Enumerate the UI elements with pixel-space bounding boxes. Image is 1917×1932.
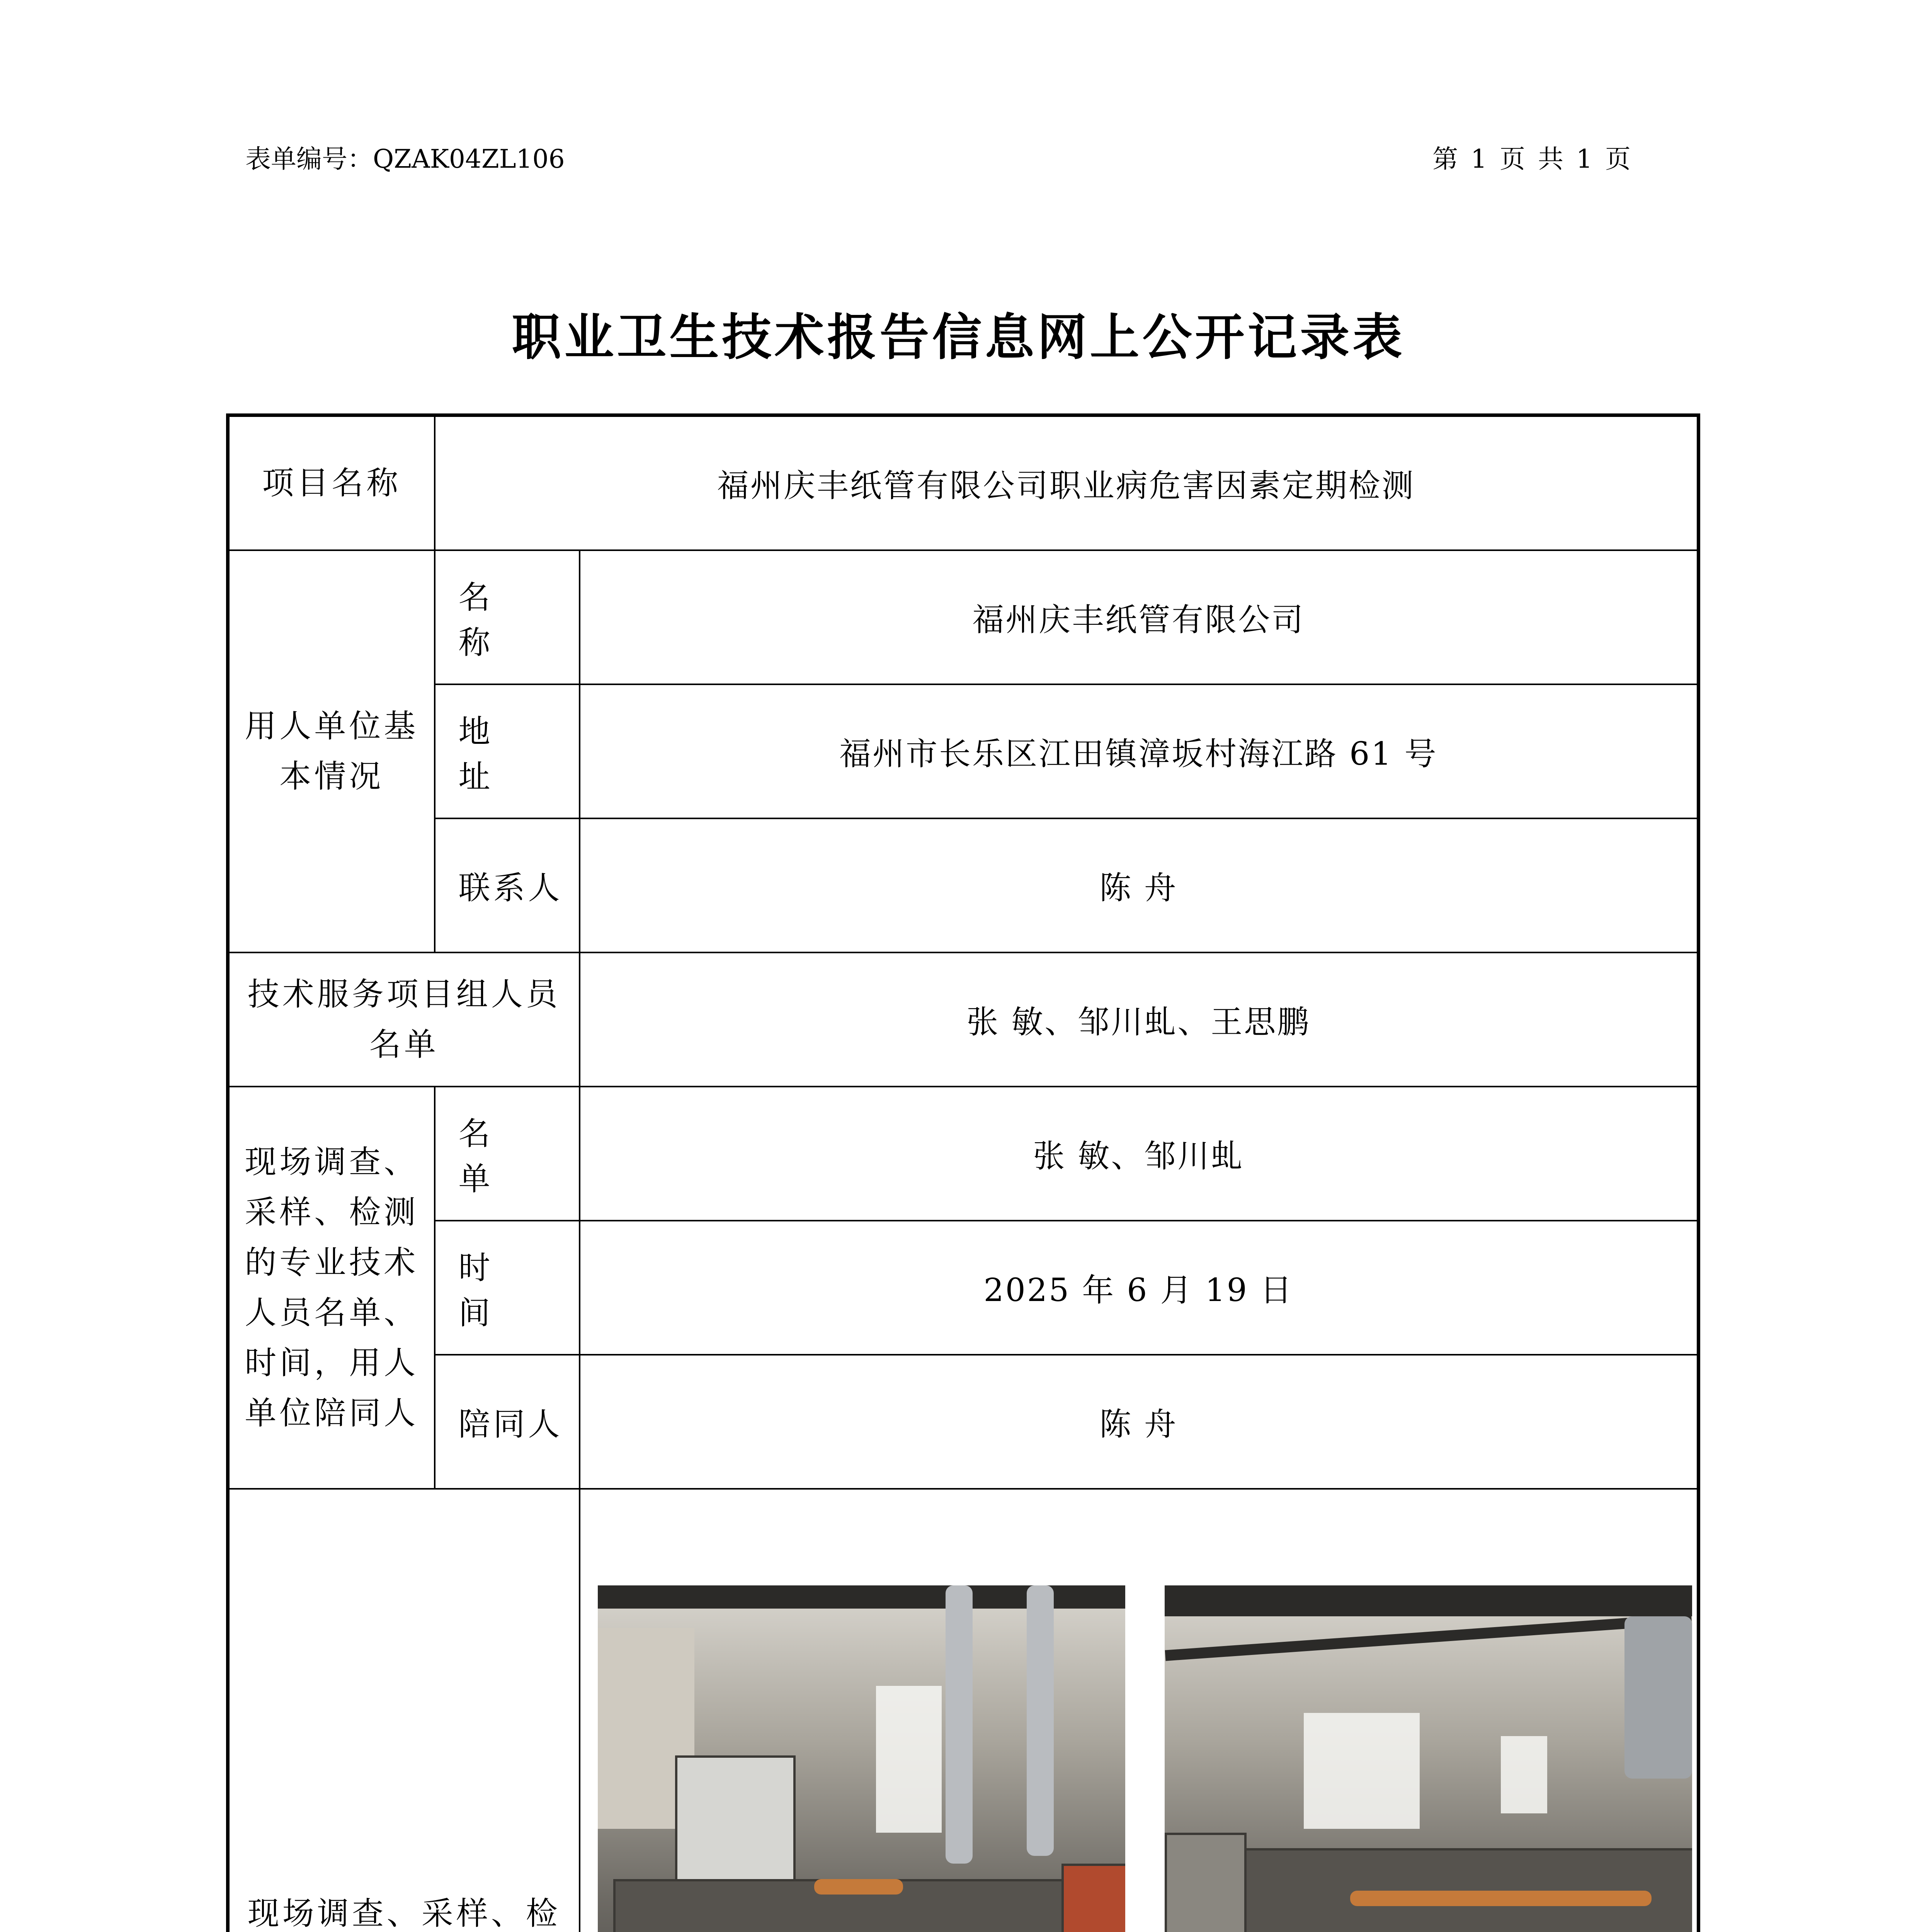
record-table (226, 413, 1700, 1932)
survey-time-value: 2025 年 6 月 19 日 (580, 1221, 1699, 1355)
employer-contact-row (228, 818, 1699, 952)
survey-escort-value: 陈 舟 (580, 1355, 1699, 1489)
form-number: 表单编号：QZAK04ZL106 (245, 144, 565, 174)
survey-label: 现场调查、采样、检测的专业技术人员名单、时间，用人单位陪同人 (228, 1087, 435, 1489)
team-label: 技术服务项目组人员名单 (228, 952, 580, 1087)
employer-address-label: 地 址 (435, 684, 580, 818)
project-row (228, 415, 1699, 551)
employer-name-value: 福州庆丰纸管有限公司 (580, 550, 1699, 684)
survey-time-row (228, 1221, 1699, 1355)
document-title: 职业卫生技术报告信息网上公开记录表 (512, 309, 1405, 366)
site-photo-1 (598, 1585, 1125, 1932)
survey-escort-label: 陪同人 (435, 1355, 580, 1489)
survey-time-label: 时 间 (435, 1221, 580, 1355)
survey-names-row (228, 1087, 1699, 1221)
images-cell (580, 1489, 1699, 1932)
team-row (228, 952, 1699, 1087)
employer-contact-label: 联系人 (435, 818, 580, 952)
project-value: 福州庆丰纸管有限公司职业病危害因素定期检测 (435, 415, 1699, 551)
team-value: 张 敏、邹川虬、王思鹏 (580, 952, 1699, 1087)
site-photo-2 (1165, 1585, 1692, 1932)
employer-address-row (228, 684, 1699, 818)
survey-escort-row (228, 1355, 1699, 1489)
project-label: 项目名称 (228, 415, 435, 551)
survey-names-value: 张 敏、邹川虬 (580, 1087, 1699, 1221)
employer-label: 用人单位基本情况 (228, 550, 435, 952)
employer-name-label: 名 称 (435, 550, 580, 684)
survey-names-label: 名 单 (435, 1087, 580, 1221)
images-label: 现场调查、采样、检 (228, 1489, 580, 1932)
employer-address-value: 福州市长乐区江田镇漳坂村海江路 61 号 (580, 684, 1699, 818)
employer-name-row (228, 550, 1699, 684)
employer-contact-value: 陈 舟 (580, 818, 1699, 952)
images-row (228, 1489, 1699, 1932)
page-indicator: 第 1 页 共 1 页 (1432, 144, 1633, 174)
